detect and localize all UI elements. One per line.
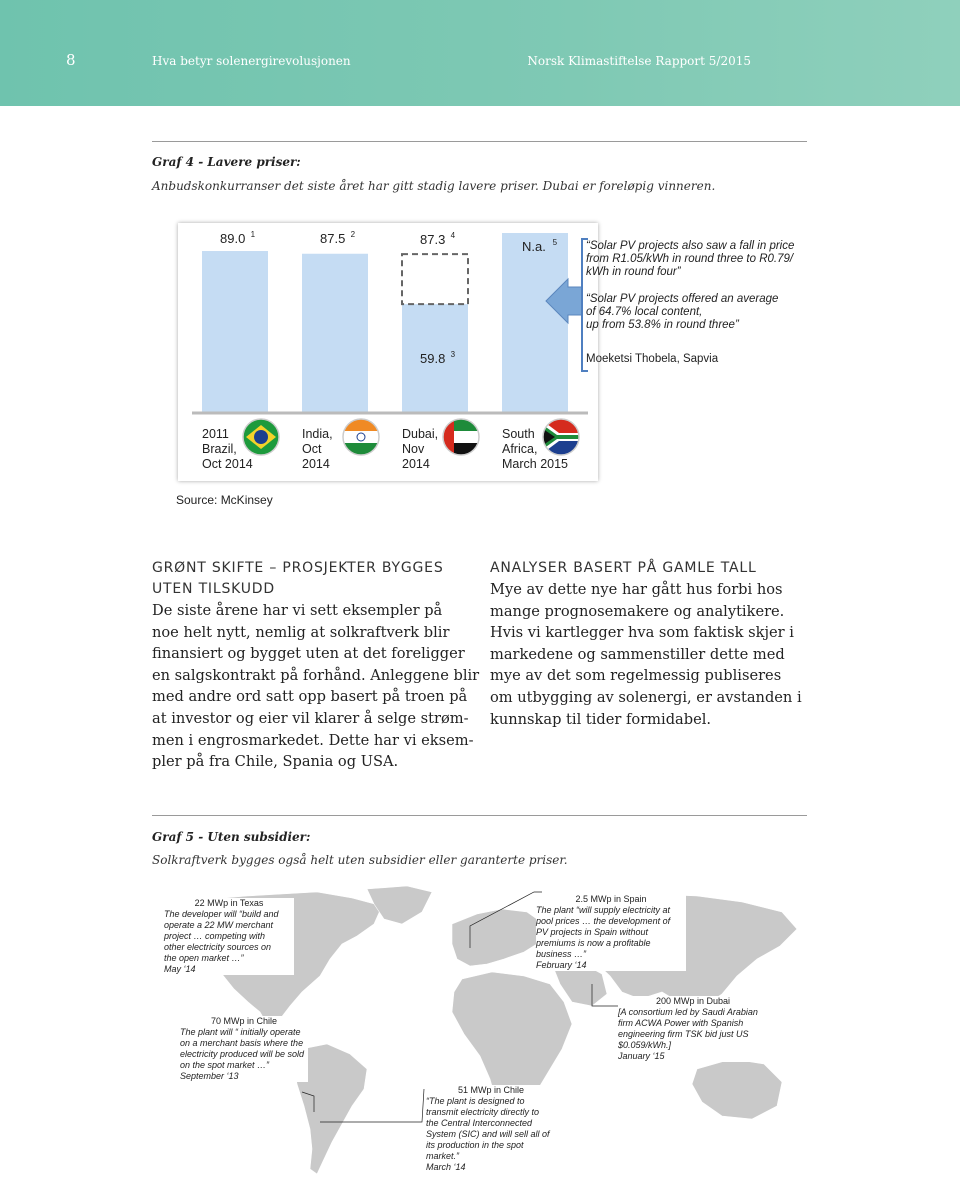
category-label: Oct 2014 <box>202 457 253 471</box>
dashed-previous-bar <box>402 254 468 304</box>
right-body-line: om utbygging av solenergi, er avstanden i <box>490 688 802 706</box>
right-body-line: mange prognosemakere og analytikere. <box>490 602 785 620</box>
annotation-line: market.” <box>426 1151 460 1161</box>
bar-value-label: 87.5 <box>320 231 346 246</box>
page-number: 8 <box>66 51 76 69</box>
annotation-line: March ‘14 <box>426 1162 466 1172</box>
divider-top <box>152 141 807 142</box>
right-body-line: Mye av dette nye har gått hus forbi hos <box>490 581 783 598</box>
category-label: 2014 <box>402 457 430 471</box>
annotation-line: pool prices … the development of <box>536 916 671 926</box>
annotation-line: System (SIC) and will sell all of <box>426 1129 550 1139</box>
quote-line: kWh in round four” <box>586 266 681 278</box>
annotation-line: premiums is now a profitable <box>536 938 651 948</box>
annotation-spain <box>536 894 686 971</box>
annotation-line: engineering firm TSK bid just US <box>618 1029 749 1039</box>
header-left-title: Hva betyr solenergirevolusjonen <box>152 54 351 68</box>
category-label: 2014 <box>302 457 330 471</box>
category-label: South <box>502 427 535 441</box>
annotation-line: its production in the spot <box>426 1140 524 1150</box>
figure4-subtitle: Anbudskonkurranser det siste året har gitt stadig lavere priser. Dubai er foreløpig vinneren. <box>152 179 716 193</box>
annotation-line: The developer will “build and <box>164 909 279 919</box>
right-body-line: Hvis vi kartlegger hva som faktisk skjer i <box>490 624 794 642</box>
category-label: Nov <box>402 442 425 456</box>
annotation-line: [A consortium led by Saudi Arabian <box>618 1007 758 1017</box>
header-band <box>0 0 960 106</box>
category-label: 2011 <box>202 427 229 441</box>
bar-na <box>502 233 568 413</box>
annotation-line: on a merchant basis where the <box>180 1038 304 1048</box>
annotation-line: project … competing with <box>164 931 266 941</box>
right-body-line: mye av det som regelmessig publiseres <box>490 667 782 685</box>
left-body-line: finansiert og bygget uten at det foreligger <box>152 645 465 663</box>
left-body-line: med andre ord satt opp basert på troen på <box>152 688 468 706</box>
figure4-source: Source: McKinsey <box>176 493 273 507</box>
left-column-heading <box>152 558 444 600</box>
left-body-line: De siste årene har vi sett eksempler på <box>152 602 443 619</box>
left-body-line: men i engrosmarkedet. Dette har vi eksem- <box>152 731 474 749</box>
annotation-title: 70 MWp in Chile <box>210 1016 278 1026</box>
header-right-title: Norsk Klimastiftelse Rapport 5/2015 <box>527 54 751 68</box>
quote-line: “Solar PV projects also saw a fall in price <box>586 240 795 252</box>
annotation-line: The plant will “ initially operate <box>180 1027 301 1037</box>
annotation-line: PV projects in Spain without <box>536 927 649 937</box>
annotation-line: business …” <box>536 949 587 959</box>
annotation-line: $0.059/kWh.] <box>618 1040 672 1050</box>
right-heading-line: ANALYSER BASERT PÅ GAMLE TALL <box>490 560 757 576</box>
annotation-line: May ‘14 <box>164 964 196 974</box>
left-column-body <box>152 600 479 773</box>
annotation-line: February ‘14 <box>536 960 587 970</box>
annotation-title: 51 MWp in Chile <box>457 1085 525 1095</box>
annotation-line: other electricity sources on <box>164 942 272 952</box>
annotation-chile-51 <box>426 1085 556 1173</box>
left-body-line: pler på fra Chile, Spania og USA. <box>152 753 399 771</box>
right-body-line: markedene og sammenstiller dette med <box>490 645 785 663</box>
annotation-line: the open market …” <box>164 953 244 963</box>
right-body-line: kunnskap til tider formidabel. <box>490 710 712 728</box>
bar <box>202 251 268 413</box>
europe-shape <box>452 909 544 966</box>
annotation-line: firm ACWA Power with Spanish <box>618 1018 744 1028</box>
left-body-line: en salgskontrakt på forhånd. Anleggene blir <box>152 666 480 684</box>
category-label: Africa, <box>502 442 538 456</box>
annotation-line: electricity produced will be sold <box>180 1049 305 1059</box>
bar <box>302 254 368 413</box>
left-heading-line: UTEN TILSKUDD <box>152 581 275 597</box>
figure5-subtitle: Solkraftverk bygges også helt uten subsidier eller garanterte priser. <box>152 853 568 867</box>
quote-line: up from 53.8% in round three” <box>586 319 739 331</box>
category-label: Brazil, <box>202 442 237 456</box>
annotation-line: on the spot market …” <box>180 1060 270 1070</box>
left-heading-line: GRØNT SKIFTE – PROSJEKTER BYGGES <box>152 560 444 576</box>
annotation-texas <box>164 898 294 975</box>
annotation-line: the Central Interconnected <box>426 1118 533 1128</box>
divider-bottom <box>152 815 807 816</box>
left-body-line: at investor og eier vil klarer å selge strøm- <box>152 709 469 727</box>
bar-value-superscript: 1 <box>250 230 256 239</box>
bar-value-superscript: 2 <box>350 230 356 239</box>
figure4-title: Graf 4 - Lavere priser: <box>152 155 301 169</box>
figure5-title: Graf 5 - Uten subsidier: <box>152 830 311 844</box>
category-label: Oct <box>302 442 322 456</box>
quote-line: “Solar PV projects offered an average <box>586 293 779 305</box>
annotation-line: September ‘13 <box>180 1071 239 1081</box>
bar-value-label: 89.0 <box>220 231 246 246</box>
annotation-title: 22 MWp in Texas <box>194 898 264 908</box>
right-column-body <box>490 579 802 730</box>
quote-attribution: Moeketsi Thobela, Sapvia <box>586 353 719 365</box>
left-body-line: noe helt nytt, nemlig at solkraftverk blir <box>152 623 450 641</box>
bar-chart-svg <box>178 223 795 481</box>
bar-value-superscript: 5 <box>552 238 558 247</box>
right-column-heading <box>490 558 757 579</box>
bar-value-superscript: 3 <box>450 350 456 359</box>
annotation-line: January ‘15 <box>618 1051 665 1061</box>
annotation-line: transmit electricity directly to <box>426 1107 540 1117</box>
bar-value-label: N.a. <box>522 239 546 254</box>
annotation-line: The plant “will supply electricity at <box>536 905 671 915</box>
quote-line: of 64.7% local content, <box>586 306 703 318</box>
quote-line: from R1.05/kWh in round three to R0.79/ <box>586 253 794 265</box>
dashed-bar-superscript: 4 <box>450 231 456 240</box>
category-label: March 2015 <box>502 457 569 471</box>
bar-value-label: 59.8 <box>420 351 446 366</box>
annotation-dubai <box>618 996 768 1062</box>
dashed-bar-label: 87.3 <box>420 232 446 247</box>
annotation-title: 2.5 MWp in Spain <box>575 894 647 904</box>
annotation-title: 200 MWp in Dubai <box>655 996 731 1006</box>
bar-chart <box>178 223 795 481</box>
world-map <box>152 884 807 1177</box>
category-label: Dubai, <box>402 427 439 441</box>
annotation-chile-70 <box>180 1016 308 1082</box>
annotation-line: “The plant is designed to <box>426 1096 525 1106</box>
australia-shape <box>692 1059 782 1119</box>
category-label: India, <box>302 427 333 441</box>
annotation-line: operate a 22 MW merchant <box>164 920 274 930</box>
